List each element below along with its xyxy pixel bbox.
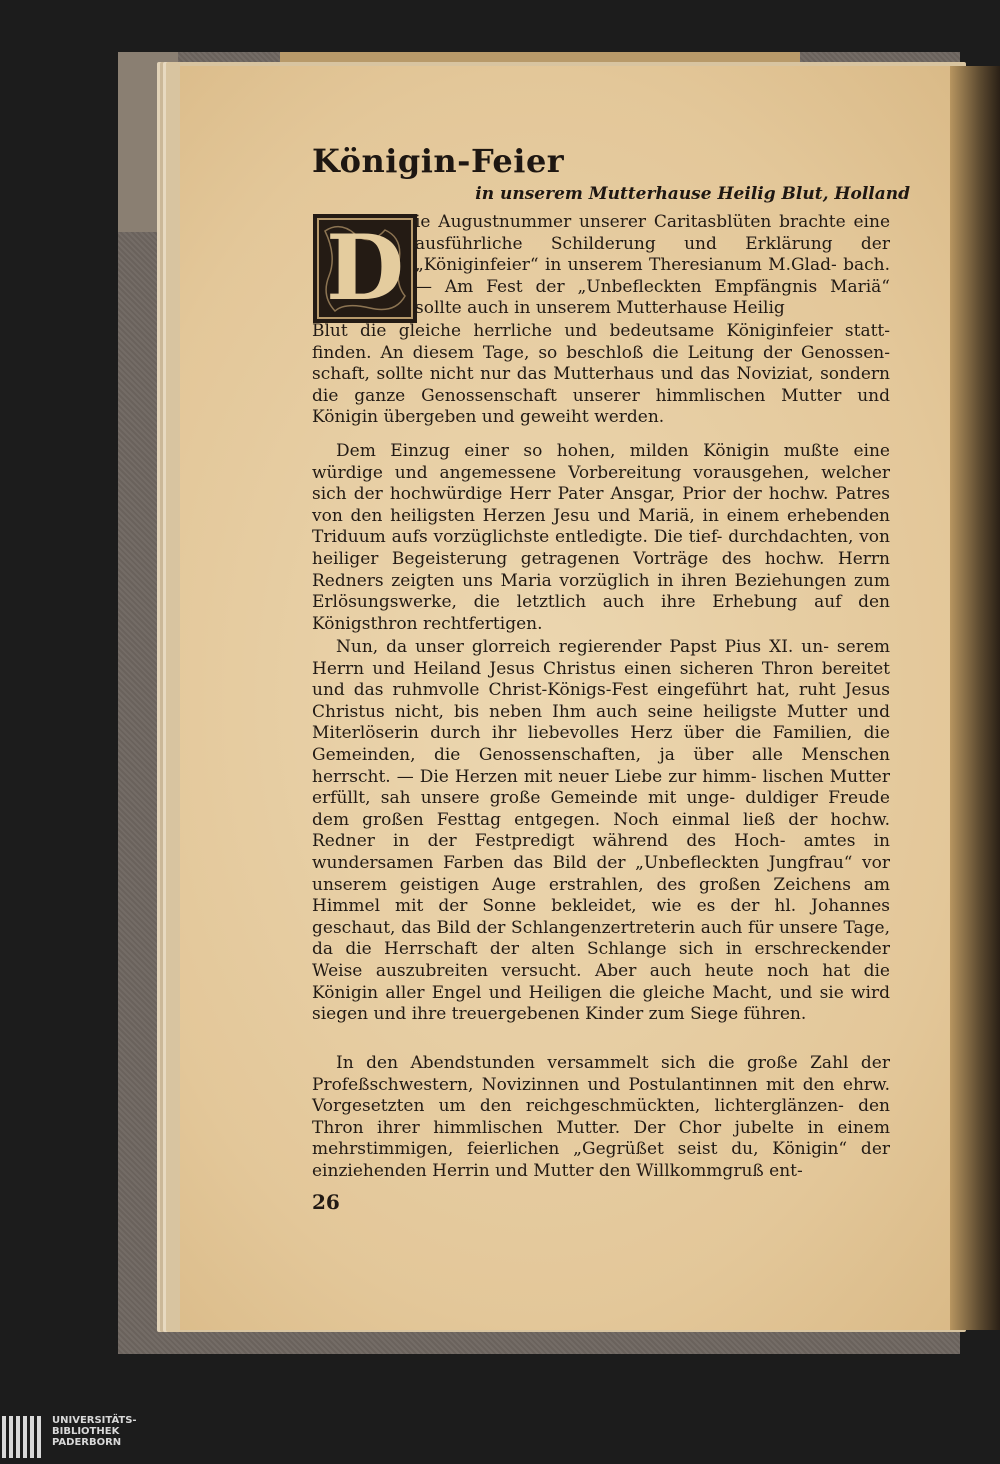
page-number: 26	[312, 1190, 340, 1214]
library-logo-text	[52, 1415, 137, 1448]
article-title: Königin-Feier	[312, 142, 565, 180]
paragraph-1: Blut die gleiche herrliche und bedeutsame Königinfeier statt- finden. An diesem Tage, so beschloß die Leitung der Genossen- schaft, sollte nicht nur das Mutterhaus und das Noviziat, sondern die ganze Genossenschaft unserer himmlischen Mutter und Königin übergeben und geweiht werden.	[312, 321, 890, 428]
ornamental-initial	[313, 214, 417, 323]
book-gutter	[950, 66, 1000, 1330]
logo-line-3: PADERBORN	[52, 1437, 122, 1448]
paragraph-2: Dem Einzug einer so hohen, milden Königin mußte eine würdige und angemessene Vorbereitung vorausgehen, welcher sich der hochwürdige Herr Pater Ansgar, Prior der hochw. Patres von den heiligsten Herzen Jesu und Mariä, in einem erhebenden Triduum aufs vorzüglichste entledigte. Die tief- durchdachten, von heiliger Begeisterung getragenen Vorträge des hochw. Herrn Redners zeigten uns Maria vorzüglich in ihren Beziehungen zum Erlösungswerke, die letztlich auch ihre Erhebung auf den Königsthron rechtfertigen.	[312, 441, 890, 634]
article-subtitle: in unserem Mutterhause Heilig Blut, Holland	[475, 184, 910, 204]
dropcap-letter: D	[325, 215, 405, 321]
library-logo	[0, 1410, 200, 1464]
library-logo-icon	[2, 1414, 48, 1460]
paragraph-1-lead: ie Augustnummer unserer Caritasblüten brachte eine ausführliche Schilderung und Erklärung der „Königinfeier“ in unserem Theresianum M.Glad- bach. — Am Fest der „Unbefleckten Empfängnis Mariä“ sollte auch in unserem Mutterhause Heilig	[415, 212, 890, 319]
paragraph-4: In den Abendstunden versammelt sich die große Zahl der Profeßschwestern, Novizinnen und Postulantinnen mit den ehrw. Vorgesetzten um den reichgeschmückten, lichterglänzen- den Thron ihrer himmlischen Mutter. Der Chor jubelte in einem mehrstimmigen, feierlichen „Gegrüßet seist du, Königin“ der einziehenden Herrin und Mutter den Willkommgruß ent-	[312, 1053, 890, 1181]
logo-line-1: UNIVERSITÄTS-	[52, 1415, 137, 1426]
paragraph-3: Nun, da unser glorreich regierender Papst Pius XI. un- serem Herrn und Heiland Jesus Christus einen sicheren Thron bereitet und das ruhmvolle Christ-Königs-Fest eingeführt hat, ruht Jesus Christus nicht, bis neben Ihm auch seine heiligste Mutter und Miterlöserin durch ihr liebevolles Herz über die Familien, die Gemeinden, die Genossenschaften, ja über alle Menschen herrscht. — Die Herzen mit neuer Liebe zur himm- lischen Mutter erfüllt, sah unsere große Gemeinde mit unge- duldiger Freude dem großen Festtag entgegen. Noch einmal ließ der hochw. Redner in der Festpredigt während des Hoch- amtes in wundersamen Farben das Bild der „Unbefleckten Jungfrau“ vor unserem geistigen Auge erstrahlen, des großen Zeichens am Himmel mit der Sonne bekleidet, wie es der hl. Johannes geschaut, das Bild der Schlangenzertreterin auch für unsere Tage, da die Herrschaft der alten Schlange sich in erschreckender Weise auszubreiten versucht. Aber auch heute noch hat die Königin aller Engel und Heiligen die gleiche Macht, und sie wird siegen und ihre treuergebenen Kinder zum Siege führen.	[312, 637, 890, 1025]
logo-line-2: BIBLIOTHEK	[52, 1426, 120, 1437]
